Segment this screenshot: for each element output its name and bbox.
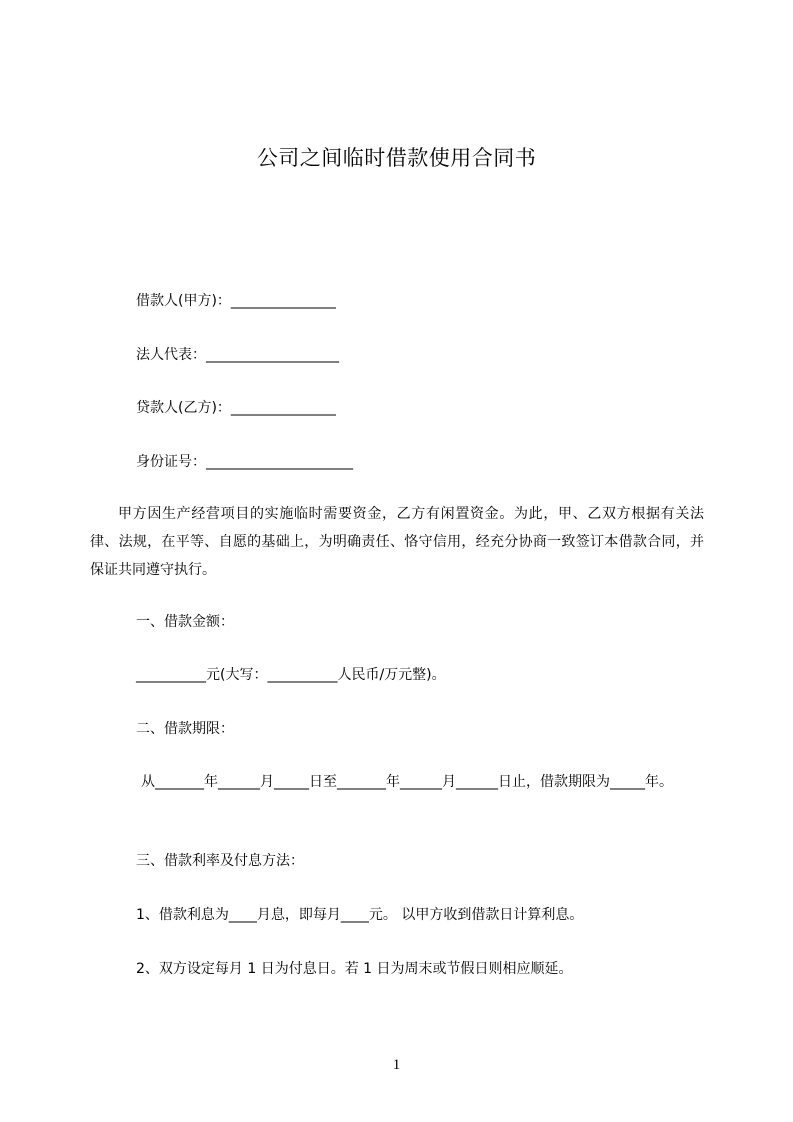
interest-item-2: 2、双方设定每月 1 日为付息日。若 1 日为周末或节假日则相应顺延。 bbox=[136, 961, 573, 977]
section-interest-heading: 三、借款利率及付息方法： bbox=[136, 853, 304, 869]
preamble-paragraph: 甲方因生产经营项目的实施临时需要资金，乙方有闲置资金。为此，甲、乙双方根据有关法律、法规，在平等、自愿的基础上，为明确责任、恪守信用，经充分协商一致签订本借款合同，并保证共同遵守执行。 bbox=[90, 506, 704, 578]
interest-item-1: 1、借款利息为____月息，即每月____元。 以甲方收到借款日计算利息。 bbox=[136, 907, 584, 923]
borrower-field: 借款人(甲方)：_______________ bbox=[136, 293, 336, 309]
lender-field: 贷款人(乙方)：_______________ bbox=[136, 400, 336, 416]
loan-amount-line: __________元(大写：__________人民币/万元整)。 bbox=[136, 667, 446, 683]
id-number-field: 身份证号：_____________________ bbox=[136, 454, 353, 470]
document-title: 公司之间临时借款使用合同书 bbox=[256, 146, 537, 170]
loan-term-paragraph: 从_______年______月_____日至_______年______月______日止，借款期限为_____年。 bbox=[141, 774, 673, 790]
page-number: 1 bbox=[392, 1057, 401, 1073]
legal-representative-field: 法人代表：___________________ bbox=[136, 347, 339, 363]
section-loan-term-heading: 二、借款期限： bbox=[136, 721, 234, 737]
section-loan-amount-heading: 一、借款金额： bbox=[136, 614, 234, 630]
